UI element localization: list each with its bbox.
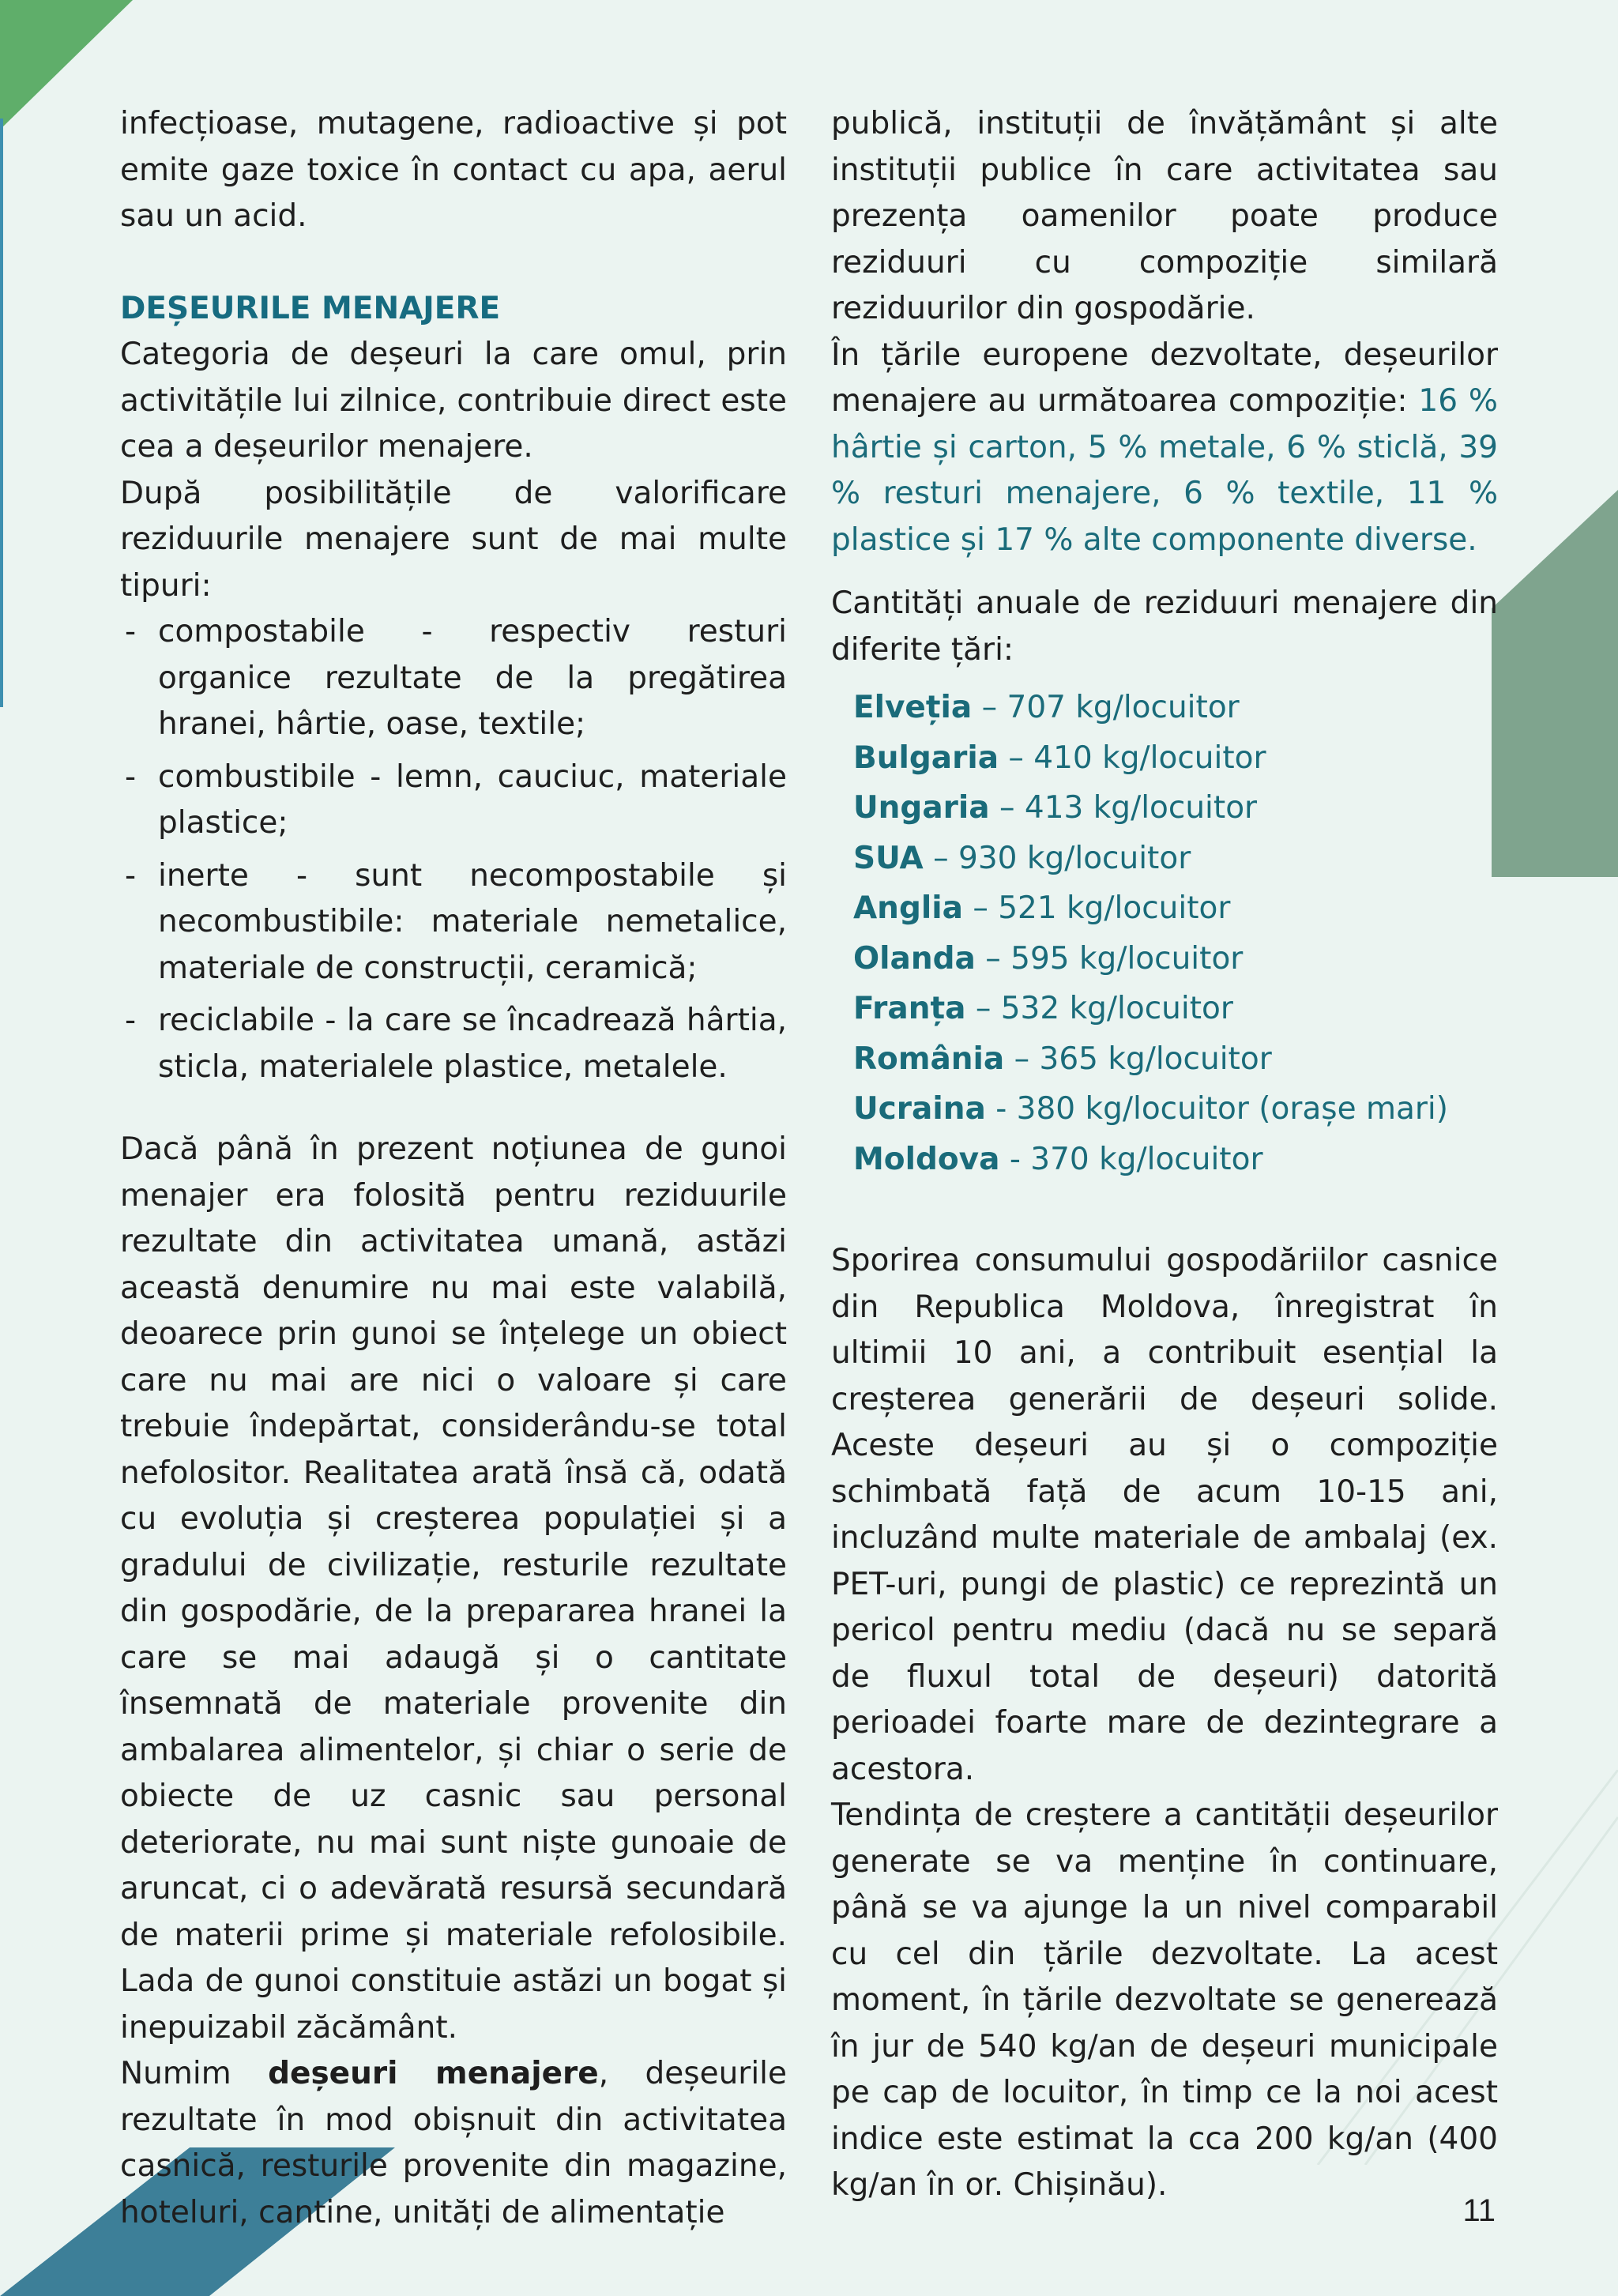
page-number: 11 bbox=[1462, 2193, 1496, 2228]
country-row: Franța – 532 kg/locuitor bbox=[853, 991, 1233, 1026]
list-item: - reciclabile - la care se încadrează hârtia, sticla, materialele plastice, metalele. bbox=[120, 998, 787, 1090]
country-row: Elveția – 707 kg/locuitor bbox=[853, 690, 1240, 725]
paragraph-growth-trend: Tendința de creștere a cantității deșeurilor generate se va menține în continuare, până se va ajunge la un nivel comparabil cu cel din țările dezvoltate. La acest moment, în țările dezvoltate se generează în jur de 540 kg/an de deșeuri municipale pe cap de locuitor, în timp ce la noi acest indice este estimat la cca 200 kg/an (400 kg/an în or. Chișinău). bbox=[831, 1797, 1498, 2203]
country-name: Bulgaria bbox=[853, 740, 999, 776]
paragraph-types-intro: După posibilitățile de valorificare reziduurile menajere sunt de mai multe tipuri: bbox=[120, 475, 787, 604]
country-row: Ungaria – 413 kg/locuitor bbox=[853, 790, 1258, 826]
country-row: Moldova - 370 kg/locuitor bbox=[853, 1141, 1263, 1177]
country-name: Ucraina bbox=[853, 1091, 986, 1127]
country-list bbox=[831, 683, 1498, 1184]
country-name: SUA bbox=[853, 840, 924, 876]
section-heading: DEȘEURILE MENAJERE bbox=[120, 290, 501, 326]
paragraph-garbage-concept: Dacă până în prezent noțiunea de gunoi menajer era folosită pentru reziduurile rezultate din activitatea umană, astăzi această denumire nu mai este valabilă, deoarece prin gunoi se înțelege un obiect care nu mai are nici o valoare și care trebuie îndepărtat, considerându-se total nefolositor. Realitatea arată însă că, odată cu evoluția și creșterea populației și a gradului de civilizație, resturile rezultate din gospodărie, de la prepararea hranei la care se mai adaugă și o cantitate însemnată de materiale provenite din ambalarea alimentelor, și chiar o serie de obiecte de uz casnic sau personal deteriorate, nu mai sunt niște gunoaie de aruncat, ci o adevărată resursă secundară de materii prime și materiale refolosibile. Lada de gunoi constituie astăzi un bogat și inepuizabil zăcământ. bbox=[120, 1131, 787, 2046]
bold-term: deșeuri menajere bbox=[268, 2056, 599, 2091]
country-row: SUA – 930 kg/locuitor bbox=[853, 840, 1191, 876]
country-name: Franța bbox=[853, 991, 966, 1026]
right-column bbox=[831, 101, 1498, 2209]
list-item: - inerte - sunt necompostabile și necombustibile: materiale nemetalice, materiale de construcții, ceramică; bbox=[120, 853, 787, 992]
country-name: Anglia bbox=[853, 890, 963, 926]
country-row: Ucraina - 380 kg/locuitor (orașe mari) bbox=[853, 1091, 1448, 1127]
top-left-green-triangle bbox=[0, 0, 134, 130]
country-name: Moldova bbox=[853, 1141, 1000, 1177]
country-row: România – 365 kg/locuitor bbox=[853, 1041, 1272, 1077]
left-column bbox=[120, 101, 787, 2236]
intro-paragraph: infecțioase, mutagene, radioactive și pot emite gaze toxice în contact cu apa, aerul sau un acid. bbox=[120, 106, 787, 234]
country-name: România bbox=[853, 1041, 1005, 1077]
paragraph-institutions: publică, instituții de învățământ și alte instituții publice în care activitatea sau prezența oamenilor poate produce reziduuri cu compoziție similară reziduurilor din gospodărie. bbox=[831, 106, 1498, 326]
paragraph-household-waste-definition: Numim deșeuri menajere, deșeurile rezultate în mod obișnuit din activitatea casnică, resturile provenite din magazine, hoteluri, cantine, unități de alimentație bbox=[120, 2056, 787, 2230]
list-item: - combustibile - lemn, cauciuc, materiale plastice; bbox=[120, 755, 787, 847]
right-sage-shape bbox=[1492, 490, 1618, 877]
left-edge-blue-line bbox=[0, 119, 3, 707]
paragraph-composition: În țările europene dezvoltate, deșeurilor menajere au următoarea compoziție: 16 % hârtie și carton, 5 % metale, 6 % sticlă, 39 % resturi menajere, 6 % textile, 11 % plastice și 17 % alte componente diverse. bbox=[831, 337, 1498, 558]
country-row: Olanda – 595 kg/locuitor bbox=[853, 940, 1244, 977]
paragraph-definition: Categoria de deșeuri la care omul, prin activitățile lui zilnice, contribuie direct este cea a deșeurilor menajere. bbox=[120, 337, 787, 465]
country-row: Anglia – 521 kg/locuitor bbox=[853, 890, 1231, 926]
waste-types-list bbox=[120, 609, 787, 1090]
country-name: Elveția bbox=[853, 690, 973, 725]
country-name: Ungaria bbox=[853, 790, 990, 826]
paragraph-moldova-consumption: Sporirea consumului gospodăriilor casnice din Republica Moldova, înregistrat în ultimii 10 ani, a contribuit esențial la creșterea generării de deșeuri solide. Aceste deșeuri au și o compoziție schimbată față de acum 10-15 ani, incluzând multe materiale de ambalaj (ex. PET-uri, pungi de plastic) ce reprezintă un pericol pentru mediu (dacă nu se separă de fluxul total de deșeuri) datorită perioadei foarte mare de dezintegrare a acestora. bbox=[831, 1243, 1498, 1787]
country-row: Bulgaria – 410 kg/locuitor bbox=[853, 740, 1266, 776]
country-name: Olanda bbox=[853, 940, 976, 977]
paragraph-annual-quantities: Cantități anuale de reziduuri menajere din diferite țări: bbox=[831, 585, 1498, 668]
composition-values: 16 % hârtie și carton, 5 % metale, 6 % sticlă, 39 % resturi menajere, 6 % textile, 11 % plastice și 17 % alte componente diverse. bbox=[831, 383, 1498, 558]
list-item: - compostabile - respectiv resturi organice rezultate de la pregătirea hranei, hârtie, oase, textile; bbox=[120, 609, 787, 748]
